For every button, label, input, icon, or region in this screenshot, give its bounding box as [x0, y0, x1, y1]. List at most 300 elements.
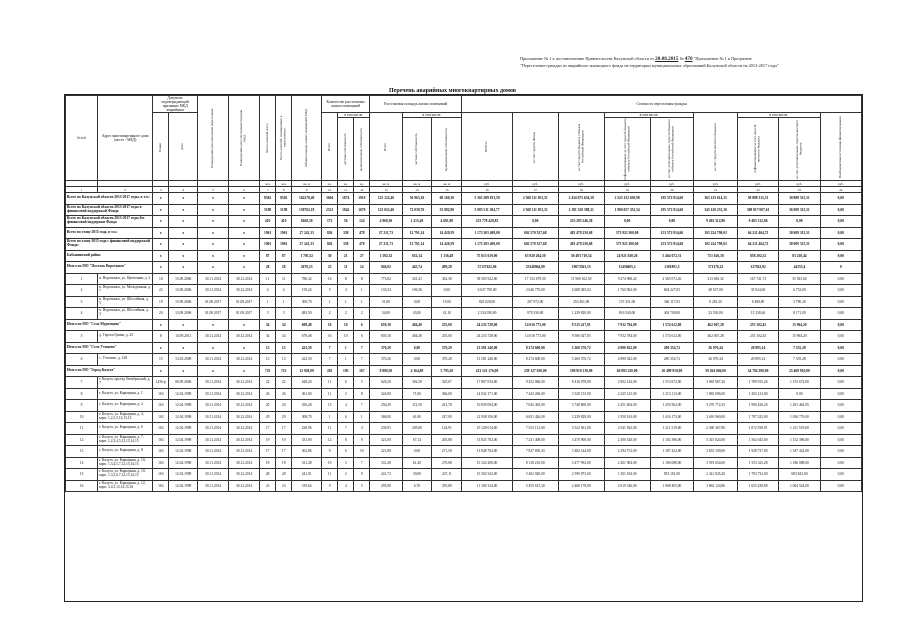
table-cell: 5 085 511 384,77 — [462, 204, 513, 216]
table-cell: 2 — [322, 308, 338, 320]
table-cell: 0,00 — [820, 273, 861, 285]
table-cell: x — [198, 216, 229, 228]
table-cell: 22 — [276, 377, 292, 389]
table-cell: 61,00 — [402, 411, 432, 423]
table-cell: 4 — [276, 285, 292, 297]
table-cell: 59 264 066,00 — [694, 365, 738, 377]
summary-row — [66, 342, 862, 354]
table-cell: г. Калуга, ул. Карьерная, д. 12, корп. 3,4,5,13,14,15,16 — [98, 480, 153, 492]
table-cell: 3 — [66, 296, 98, 308]
table-cell: 30.11.2014 — [198, 446, 229, 458]
table-cell: 205,00 — [402, 423, 432, 435]
table-cell: 2 225 152 630,98 — [604, 193, 650, 205]
table-cell: 1 592,32 — [370, 250, 402, 262]
table-cell: 16 — [322, 319, 338, 331]
table-cell: 13.09.2006 — [169, 308, 198, 320]
table-cell: 28 — [276, 469, 292, 481]
table-cell: 11 — [322, 423, 338, 435]
table-cell: 1 — [66, 273, 98, 285]
table-cell: 1 — [338, 296, 354, 308]
table-cell: г. Калуга, ул. Карьерная, д. 7, корп. 1,2,3,4,5,12,13,14,15 — [98, 434, 153, 446]
table-cell: 27 211,73 — [370, 239, 402, 251]
table-cell: 3 — [276, 308, 292, 320]
table-cell: x — [198, 262, 229, 274]
table-cell: кв. м — [292, 181, 322, 187]
table-cell: 159,24 — [292, 285, 322, 297]
table-cell: 0,00 — [820, 296, 861, 308]
table-cell: г. Калуга, ул. Карьерная, д. 10, корп. 1,3,5,6,7,12,13,14,15 — [98, 469, 153, 481]
table-cell: 659,10 — [370, 319, 402, 331]
table-cell: 410 — [260, 216, 276, 228]
table-cell: 5 464 672,31 — [650, 250, 694, 262]
table-cell: 0,00 — [820, 400, 861, 412]
table-cell: 308 817 007,61 — [737, 204, 778, 216]
table-cell: 10 — [322, 187, 338, 193]
col-rooms-municipal: муниципальная собственность — [354, 118, 370, 181]
table-cell: 125 122,40 — [370, 193, 402, 205]
table-cell: 8 — [66, 388, 98, 400]
table-cell: 723 — [276, 365, 292, 377]
table-cell: 1 990 420,20 — [737, 400, 778, 412]
table-cell: 1874 — [338, 193, 354, 205]
table-cell: п. Воротынск, ул. Шоссейная, д. 3 — [98, 308, 153, 320]
table-cell: 4 — [66, 308, 98, 320]
table-cell: чел. — [260, 181, 276, 187]
table-cell: 22 — [153, 285, 169, 297]
table-cell: 826 — [322, 239, 338, 251]
table-cell: 153 572 914,60 — [650, 239, 694, 251]
table-cell: руб. — [558, 181, 604, 187]
table-cell: x — [198, 193, 229, 205]
table-cell: 66 883 220,00 — [604, 365, 650, 377]
table-cell: 17 — [260, 423, 276, 435]
table-cell: 1256-р — [153, 377, 169, 389]
table-cell: 373 923 300,00 — [604, 227, 650, 239]
table-row — [66, 308, 862, 320]
table-cell: 1 928 737,00 — [737, 446, 778, 458]
table-cell: 54 784 290,00 — [737, 365, 778, 377]
table-cell: 1 760 962,00 — [604, 285, 650, 297]
table-cell: x — [229, 216, 260, 228]
table-cell: г. Калуга, проезд Октябрьский, д. 7 — [98, 377, 153, 389]
table-cell: 1 152 396,00 — [779, 434, 820, 446]
summary-row — [66, 365, 862, 377]
table-cell: 157 451,00 — [604, 296, 650, 308]
table-cell: 20 895,14 — [737, 342, 778, 354]
table-cell: 241,73 — [370, 469, 402, 481]
table-cell: 9 403 312,86 — [737, 216, 778, 228]
table-cell: 1 797 325,00 — [737, 411, 778, 423]
table-cell: 22 — [737, 187, 778, 193]
table-cell: 0,00 — [820, 411, 861, 423]
table-cell: x — [198, 319, 229, 331]
table-cell: 30.11.2014 — [198, 331, 229, 343]
table-cell: 30.11.2014 — [198, 457, 229, 469]
table-cell: 0,00 — [820, 446, 861, 458]
table-cell: 30.11.2014 — [198, 285, 229, 297]
table-cell: 7 — [354, 400, 370, 412]
table-cell: 163 — [153, 469, 169, 481]
table-cell: 5198 — [260, 204, 276, 216]
table-cell: 3 653 100,00 — [694, 446, 738, 458]
table-cell: 1 513 672,00 — [650, 377, 694, 389]
table-row — [66, 480, 862, 492]
table-cell: 253 778 428,82 — [462, 216, 513, 228]
emergency-houses-table — [65, 95, 862, 492]
col-doc-date: Дата — [169, 113, 198, 181]
table-cell: 5 455 615,30 — [512, 480, 558, 492]
table-cell: 12.04.1998 — [169, 480, 198, 492]
table-cell: чел. — [276, 181, 292, 187]
table-cell: 12 — [354, 187, 370, 193]
table-cell: 27 211,73 — [370, 227, 402, 239]
table-cell: 370,20 — [432, 354, 462, 366]
table-cell: 19,00 — [432, 296, 462, 308]
table-cell: 1 793 732,00 — [737, 469, 778, 481]
table-cell: 4 960,50 — [370, 216, 402, 228]
table-cell: 773,82 — [370, 273, 402, 285]
table-cell: 103 224 790,63 — [694, 227, 738, 239]
table-cell: руб. — [694, 181, 738, 187]
table-cell: 35 923,60 — [779, 273, 820, 285]
table-cell: 14 016 773,00 — [512, 331, 558, 343]
table-cell: 13 — [66, 446, 98, 458]
table-cell: 10 — [354, 446, 370, 458]
table-cell: 30.12.2014 — [229, 273, 260, 285]
table-cell: с. Утешево, д. 128 — [98, 354, 153, 366]
table-cell: 1 175 203 409,00 — [462, 227, 513, 239]
table-cell: 38 609 315,51 — [779, 227, 820, 239]
table-cell: 0,00 — [820, 216, 861, 228]
table-cell: 13 — [276, 342, 292, 354]
table-cell: 8502 — [276, 193, 292, 205]
table-cell: x — [169, 216, 198, 228]
table-cell: 723 — [260, 365, 276, 377]
table-cell: 2 225 125,00 — [604, 388, 650, 400]
table-cell: x — [169, 204, 198, 216]
table-cell: 15 238,46 — [737, 308, 778, 320]
table-cell: 8 — [153, 331, 169, 343]
table-cell: 23 — [260, 480, 276, 492]
table-cell: 10 — [322, 457, 338, 469]
table-cell: 7 231 408,00 — [512, 434, 558, 446]
table-cell: 22 — [260, 377, 276, 389]
table-cell: 9 452 066,00 — [512, 377, 558, 389]
table-cell: 0,00 — [820, 308, 861, 320]
table-cell: 7 — [322, 342, 338, 354]
table-cell: 11 — [66, 423, 98, 435]
table-cell: 72 039,70 — [402, 204, 432, 216]
table-cell: г. Калуга, ул. Карьерная, д. 1 — [98, 388, 153, 400]
table-cell: 19 — [260, 434, 276, 446]
table-cell: 0,00 — [820, 285, 861, 297]
table-cell: 602 570 327,68 — [512, 239, 558, 251]
table-cell: 5 — [354, 377, 370, 389]
table-cell: 11 — [338, 187, 354, 193]
table-cell: 27 241,33 — [292, 239, 322, 251]
table-cell: 3 328 153,00 — [558, 388, 604, 400]
table-row — [66, 285, 862, 297]
table-cell: 1 186 088,00 — [779, 457, 820, 469]
table-cell: 133,54 — [370, 285, 402, 297]
table-row — [66, 354, 862, 366]
table-cell: 0,00 — [402, 354, 432, 366]
col-area-municipal: муниципальная собственность — [432, 118, 462, 181]
summary-row — [66, 227, 862, 239]
table-cell: 35 924,60 — [737, 285, 778, 297]
table-cell: 0,00 — [820, 239, 861, 251]
summary-row — [66, 319, 862, 331]
table-cell: 5 795,20 — [432, 365, 462, 377]
table-cell: 10 — [338, 331, 354, 343]
table-cell: 6 490,80 — [737, 296, 778, 308]
table-cell: 18 — [558, 187, 604, 193]
table-cell: 2 294 572,00 — [604, 446, 650, 458]
col-rooms-total: Всего — [322, 113, 338, 181]
table-cell: x — [169, 193, 198, 205]
table-cell: 3 — [338, 388, 354, 400]
table-cell: 13.09.2006 — [169, 285, 198, 297]
table-cell: 124 — [354, 216, 370, 228]
col-rooms-incl: в том числе: — [338, 113, 370, 118]
table-cell: 1 281 462,95 — [779, 400, 820, 412]
appendix-note — [520, 56, 860, 68]
table-cell: 253 461,00 — [558, 296, 604, 308]
table-cell: 13 — [260, 342, 276, 354]
table-cell: 3 919 654,00 — [694, 457, 738, 469]
table-cell: 61,20 — [402, 457, 432, 469]
table-cell: 0,00 — [779, 216, 820, 228]
table-cell: 12 — [66, 434, 98, 446]
table-cell: 238,96 — [292, 423, 322, 435]
table-cell: 14 — [402, 187, 432, 193]
table-cell: 255,00 — [432, 319, 462, 331]
table-cell: 21 — [338, 250, 354, 262]
table-cell: 24 233 728,00 — [462, 319, 513, 331]
table-cell: 8 416 078,00 — [558, 377, 604, 389]
table-cell: x — [169, 250, 198, 262]
table-cell: 324,00 — [370, 388, 402, 400]
table-cell: 602 570 327,68 — [512, 227, 558, 239]
table-cell: 12 791,14 — [402, 239, 432, 251]
table-cell: Итого по МО "Село Утешево" — [66, 342, 153, 354]
table-cell: x — [198, 227, 229, 239]
table-cell: 12.04.1998 — [169, 446, 198, 458]
table-row — [66, 434, 862, 446]
table-cell: 9 880,50 — [370, 365, 402, 377]
table-cell: 31,00 — [370, 296, 402, 308]
table-cell: 11 — [322, 388, 338, 400]
table-cell: 2 468 178,00 — [558, 480, 604, 492]
col-doc-group: Документ, подтверждающий признание МКД аварийным — [153, 96, 198, 113]
table-cell: 6 — [338, 411, 354, 423]
table-cell: 239,91 — [370, 423, 402, 435]
table-cell: 30.11.2014 — [198, 377, 229, 389]
table-cell: 1 211 519,00 — [779, 423, 820, 435]
table-cell: x — [153, 365, 169, 377]
table-cell: 295,80 — [370, 480, 402, 492]
table-cell: 7 — [322, 354, 338, 366]
table-cell: 652,14 — [402, 250, 432, 262]
table-cell: руб. — [604, 181, 650, 187]
table-cell: 5 260 376,72 — [558, 354, 604, 366]
table-cell: 1 211 519,00 — [650, 423, 694, 435]
table-cell: 83 218,44 — [779, 250, 820, 262]
table-cell: 7 — [260, 187, 276, 193]
appendix-line2: "Переселение граждан из аварийного жилищного фонда на территории муниципальных образований Калужской области на 2013-2017 годы" — [520, 62, 779, 68]
table-cell: 54,00 — [370, 308, 402, 320]
table-cell: 0,00 — [820, 204, 861, 216]
table-cell: x — [229, 193, 260, 205]
table-cell: 13 — [322, 400, 338, 412]
table-cell: 15 964,20 — [779, 319, 820, 331]
table-cell: 17 — [276, 423, 292, 435]
appendix-number: 470 — [684, 56, 693, 62]
table-cell: 4 — [260, 285, 276, 297]
table-cell: 17 — [276, 446, 292, 458]
table-cell: 2 300 520,00 — [604, 434, 650, 446]
table-cell: 13 581 240,00 — [462, 342, 513, 354]
table-cell: 14 420,59 — [432, 227, 462, 239]
table-cell: 423,50 — [292, 354, 322, 366]
table-cell: 27 — [354, 250, 370, 262]
table-cell: 462 067,28 — [694, 319, 738, 331]
summary-row — [66, 239, 862, 251]
table-cell: 1 036 776,00 — [779, 411, 820, 423]
table-cell: 9 — [66, 400, 98, 412]
table-cell: x — [153, 204, 169, 216]
table-cell: 9 506 027,05 — [558, 331, 604, 343]
table-cell: 24 233 728,00 — [462, 331, 513, 343]
table-cell: 331,28 — [292, 457, 322, 469]
table-cell: 23 — [779, 187, 820, 193]
table-cell: 5 — [198, 187, 229, 193]
table-cell: 628,20 — [292, 377, 322, 389]
table-cell: 786,32 — [292, 273, 322, 285]
table-cell: 29 — [260, 411, 276, 423]
table-cell: 163 — [153, 446, 169, 458]
table-cell: 751 626,18 — [694, 250, 738, 262]
col-cost-local: за счет средств местного бюджета — [694, 113, 738, 181]
table-cell: 14 032 171,00 — [462, 388, 513, 400]
table-cell: 163 — [153, 480, 169, 492]
table-cell: 13.09.2006 — [169, 273, 198, 285]
table-cell: 56 — [338, 216, 354, 228]
table-cell: 01.08.2017 — [198, 308, 229, 320]
table-cell: x — [198, 204, 229, 216]
table-cell: 1 213 113,00 — [650, 388, 694, 400]
table-cell: 4 164,80 — [402, 365, 432, 377]
table-cell: 68 160,30 — [432, 193, 462, 205]
table-cell: г. Калуга, ул. Карьерная, д. 2 — [98, 400, 153, 412]
table-cell: 36 909 315,51 — [779, 204, 820, 216]
table-cell: 13 — [370, 187, 402, 193]
table-cell: 6 752,00 — [779, 285, 820, 297]
table-cell: 4 — [169, 187, 198, 193]
table-cell: 75 813 619,00 — [462, 250, 513, 262]
table-cell: 2670,23 — [292, 262, 322, 274]
table-cell: 19 — [604, 187, 650, 193]
table-cell: 87 — [260, 250, 276, 262]
table-cell: 6 — [354, 331, 370, 343]
table-cell: 172 — [322, 216, 338, 228]
table-cell: 14 — [66, 457, 98, 469]
table-cell: 1 562 645,00 — [737, 434, 778, 446]
table-cell: 3604 — [322, 193, 338, 205]
table-cell: Всего по этапу 2015 года, в т.ч.: — [66, 227, 153, 239]
table-cell: 853 181,00 — [650, 469, 694, 481]
table-cell: 280 354,72 — [650, 342, 694, 354]
table-cell: 20 895,14 — [737, 354, 778, 366]
table-cell: 2 568 111 053,31 — [512, 204, 558, 216]
table-cell: 0,00 — [820, 434, 861, 446]
table-cell: 23348064,80 — [512, 262, 558, 274]
table-cell: 0,00 — [779, 388, 820, 400]
table-cell: 271,50 — [432, 446, 462, 458]
table-cell: x — [169, 239, 198, 251]
table-cell: 358 — [338, 239, 354, 251]
table-cell: 87 — [276, 250, 292, 262]
table-cell: 10 839 094,00 — [462, 400, 513, 412]
table-cell: 250,29 — [370, 400, 402, 412]
table-cell: 12 — [322, 434, 338, 446]
table-cell: 1961 — [260, 227, 276, 239]
table-cell: 404,40 — [402, 319, 432, 331]
table-cell: 18 — [276, 457, 292, 469]
table-row — [66, 423, 862, 435]
table-cell: 1 175 203 409,00 — [462, 239, 513, 251]
table-cell: 0,00 — [820, 365, 861, 377]
table-cell: 331,28 — [370, 457, 402, 469]
table-cell: 4 — [338, 480, 354, 492]
table-cell: 06.09.2006 — [169, 377, 198, 389]
table-cell: г. Калуга, ул. Карьерная, д. 4, корп. 1,2,3,5,12,13,15 — [98, 411, 153, 423]
table-cell: 1842 — [338, 204, 354, 216]
table-cell: 1 203 213,00 — [737, 388, 778, 400]
table-cell: 195 — [338, 365, 354, 377]
table-cell: 3 963 967,26 — [694, 377, 738, 389]
table-cell: 7 013 112,00 — [512, 423, 558, 435]
table-cell: 4 980 022,00 — [604, 342, 650, 354]
table-cell: 6 637 790,00 — [462, 285, 513, 297]
table-cell: д. Терехи Гривы, д. 23 — [98, 331, 153, 343]
table-cell: 163 — [153, 434, 169, 446]
table-cell: 1 064 524,00 — [779, 480, 820, 492]
table-cell: 106,36 — [402, 285, 432, 297]
table-cell: п. Воротынск, ул. Молодежная, д. 7 — [98, 285, 153, 297]
table-cell: 1 072 930,91 — [737, 423, 778, 435]
table-cell: x — [198, 250, 229, 262]
table-cell: Итого по МО "Город Калуга" — [66, 365, 153, 377]
table-cell: 2 341 845,20 — [694, 469, 738, 481]
table-cell: 28 — [260, 262, 276, 274]
table-cell: кв. м — [432, 181, 462, 187]
table-cell: 1 301 184,00 — [604, 469, 650, 481]
table-cell: 1 186 088,00 — [650, 457, 694, 469]
table-cell: 1 — [354, 411, 370, 423]
table-cell: 8 — [354, 388, 370, 400]
table-cell: 1 008 405,00 — [650, 480, 694, 492]
table-cell: x — [153, 342, 169, 354]
table-cell: 17 — [260, 446, 276, 458]
table-cell: 16 — [322, 273, 338, 285]
table-cell: 9 — [354, 469, 370, 481]
table-cell: 1961 — [276, 227, 292, 239]
table-cell: 102 224 790,63 — [694, 239, 738, 251]
table-cell: 13.03.2008 — [169, 354, 198, 366]
table-cell: 16 — [322, 331, 338, 343]
table-cell: x — [153, 262, 169, 274]
